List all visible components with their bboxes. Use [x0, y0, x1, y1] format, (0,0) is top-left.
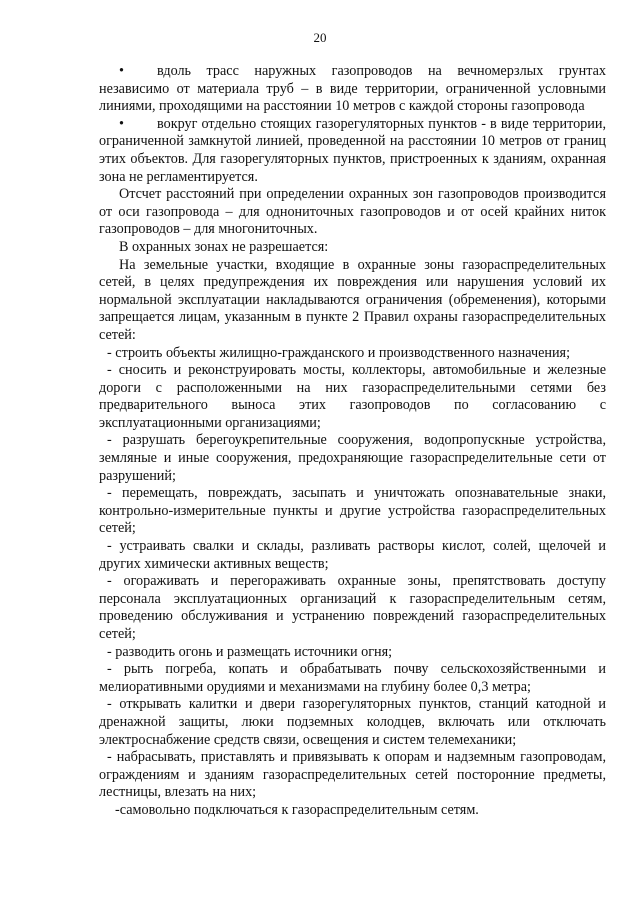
list-item: - рыть погреба, копать и обрабатывать почву сельскохозяйственными и мелиоративными орудиями и механизмами на глубину более 0,3 метра;	[99, 661, 606, 695]
list-item: - разрушать берегоукрепительные сооружения, водопропускные устройства, земляные и иные сооружения, предохраняющие газораспределительные сети от разрушений;	[99, 432, 606, 484]
bullet-paragraph	[99, 63, 606, 116]
list-item: -самовольно подключаться к газораспределительным сетям.	[115, 801, 479, 818]
paragraph: Отсчет расстояний при определении охранных зон газопроводов производится от оси газопровода – для однониточных газопроводов и от осей крайних ниток газопроводов – для многониточных.	[99, 186, 606, 238]
document-body	[99, 63, 606, 820]
paragraph-text: вдоль трасс наружных газопроводов на вечномерзлых грунтах независимо от материала труб – в виде территории, ограниченной условными линиями, проходящими на расстоянии 10 метров с каждой стороны газопровода	[99, 63, 606, 115]
paragraph: В охранных зонах не разрешается:	[119, 238, 329, 255]
list-item: - перемещать, повреждать, засыпать и уничтожать опознавательные знаки, контрольно-измерительные пункты и другие устройства газораспределительных сетей;	[99, 485, 606, 537]
bullet-marker: •	[119, 63, 124, 79]
list-item: - открывать калитки и двери газорегуляторных пунктов, станций катодной и дренажной защиты, люки подземных колодцев, включать или отключать электроснабжение средств связи, освещения и систем телемеханики;	[99, 696, 606, 748]
list-item: - сносить и реконструировать мосты, коллекторы, автомобильные и железные дороги с расположенными на них газораспределительными сетями без предварительного выноса этих газопроводов по согласованию с эксплуатационными организациями;	[99, 362, 606, 431]
list-item: - огораживать и перегораживать охранные зоны, препятствовать доступу персонала эксплуатационных организаций к газораспределительным сетям, проведению обслуживания и устранению повреждений газораспределительных сетей;	[99, 573, 606, 642]
page-number: 20	[313, 30, 327, 45]
list-item: - набрасывать, приставлять и привязывать к опорам и надземным газопроводам, ограждениям и зданиям газораспределительных сетей посторонние предметы, лестницы, влезать на них;	[99, 749, 606, 801]
bullet-marker: •	[119, 115, 124, 132]
paragraph-text: вокруг отдельно стоящих газорегуляторных пунктов - в виде территории, ограниченной замкнутой линией, проведенной на расстоянии 10 метров от границ этих объектов. Для газорегуляторных пунктов, пристроенных к зданиям, охранная зона не регламентируется.	[99, 115, 606, 185]
list-item: - устраивать свалки и склады, разливать растворы кислот, солей, щелочей и других химически активных веществ;	[99, 538, 606, 572]
list-item: - строить объекты жилищно-гражданского и производственного назначения;	[107, 344, 571, 361]
bullet-paragraph	[99, 116, 606, 186]
paragraph: На земельные участки, входящие в охранные зоны газораспределительных сетей, в целях предупреждения их повреждения или нарушения условий их нормальной эксплуатации накладываются ограничения (обременения), которыми запрещается лицам, указанным в пункте 2 Правил охраны газораспределительных сетей:	[99, 256, 606, 343]
list-item: - разводить огонь и размещать источники огня;	[107, 643, 393, 660]
